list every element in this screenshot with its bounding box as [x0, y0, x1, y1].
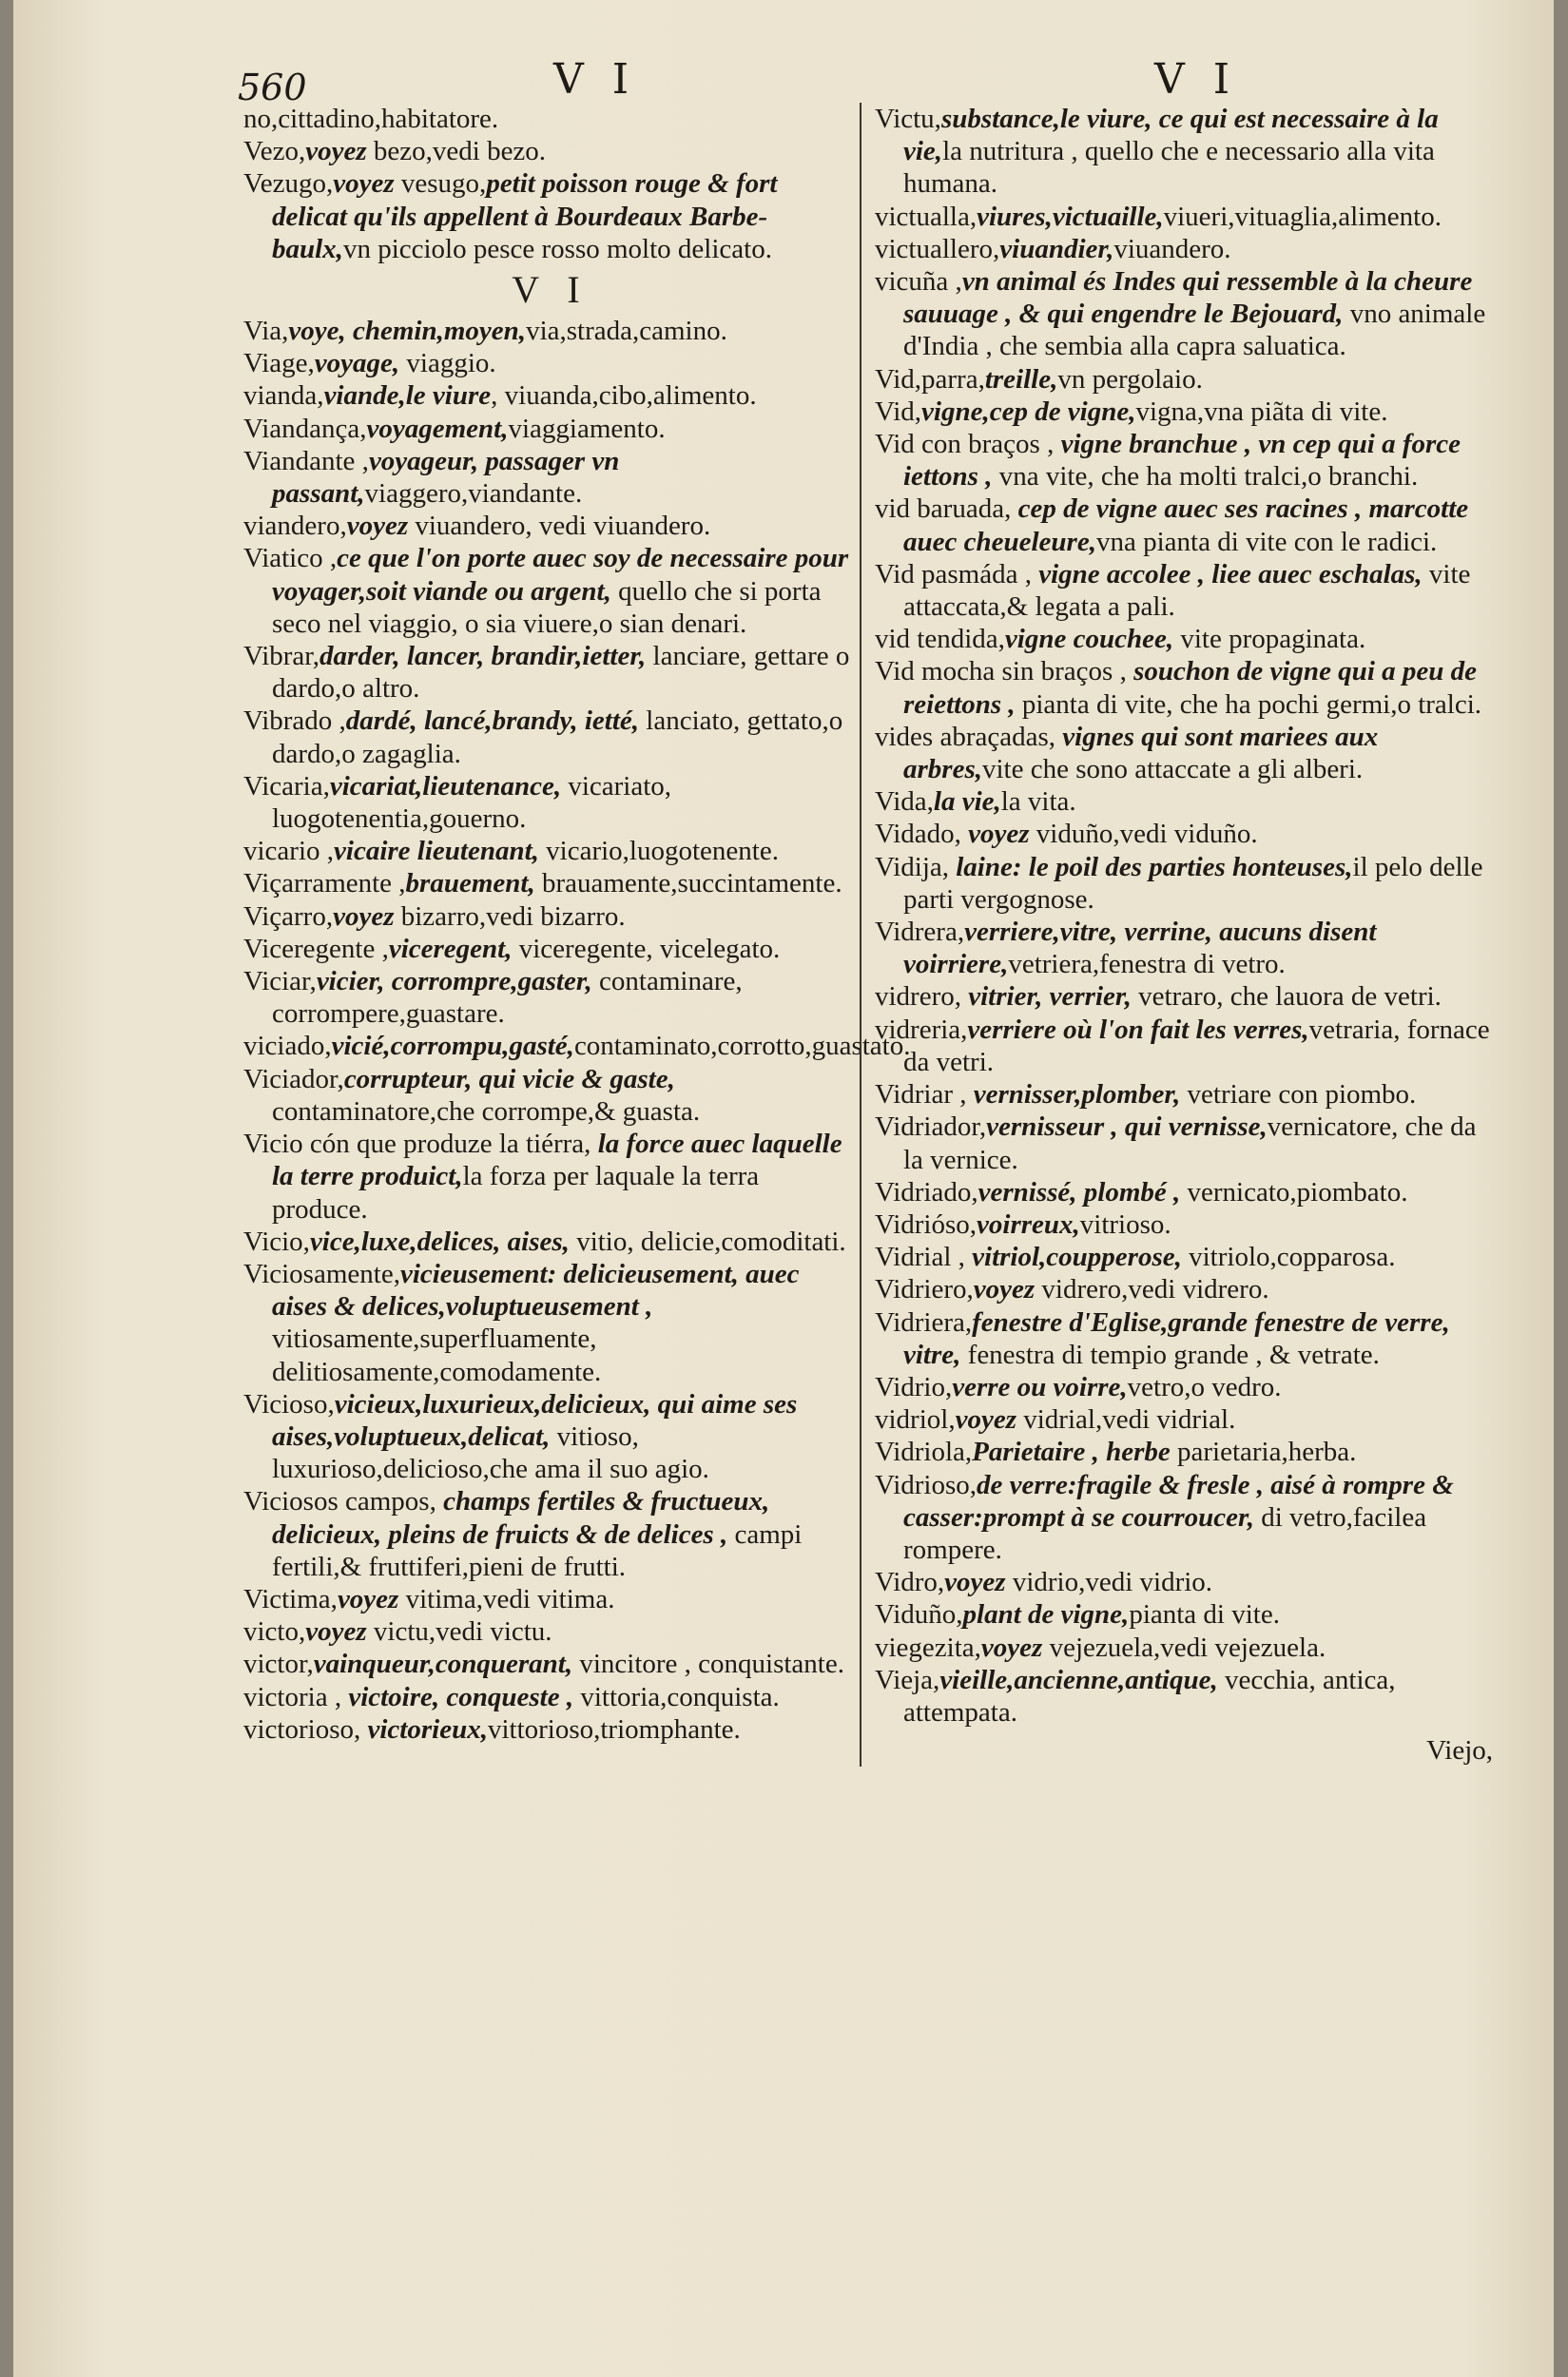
dictionary-entry: [875, 1306, 1502, 1371]
dictionary-entry: [875, 1111, 1502, 1175]
headword: vid tendida,: [875, 624, 1005, 655]
french-gloss: vicié,corrompu,gasté,: [331, 1031, 574, 1062]
italian-gloss: vernicato,piombato.: [1180, 1176, 1408, 1208]
french-gloss: vice,luxe,delices, aises,: [309, 1226, 570, 1257]
dictionary-entry: [875, 1403, 1502, 1436]
headword: Viage,: [243, 348, 315, 379]
french-gloss: vicier, corrompre,gaster,: [316, 966, 592, 997]
italian-gloss: vicariato, luogotenentia,gouerno.: [272, 770, 672, 835]
french-gloss: vigne accolee , liee auec eschalas,: [1031, 558, 1423, 589]
dictionary-entry: [875, 1469, 1502, 1567]
headword: Vidriado,: [875, 1176, 978, 1208]
headword: Vidrial ,: [875, 1242, 965, 1273]
italian-gloss: vitio, delicie,comoditati.: [569, 1226, 846, 1257]
italian-gloss: viduño,vedi viduño.: [1029, 819, 1258, 850]
headword: Vicio,: [243, 1226, 310, 1257]
headword: victor,: [243, 1649, 314, 1680]
headword: Vid con braços ,: [875, 429, 1055, 460]
french-gloss: verre ou voirre,: [952, 1371, 1128, 1402]
italian-gloss: vitioso, luxurioso,delicioso,che ama il suo agio.: [272, 1420, 709, 1485]
french-gloss: victorieux,: [360, 1713, 488, 1745]
headword: Viceregente ,: [243, 933, 389, 964]
french-gloss: darder, lancer, brandir,ietter,: [319, 641, 647, 672]
italian-gloss: vite attaccata,& legata a pali.: [903, 558, 1471, 623]
italian-gloss: la nutritura , quello che e necessario alla vita humana.: [903, 136, 1435, 200]
headword: viegezita,: [875, 1632, 981, 1663]
italian-gloss: vidrero,vedi vidrero.: [1035, 1274, 1269, 1305]
italian-gloss: viaggero,viandante.: [364, 478, 583, 510]
headword: vianda,: [243, 380, 324, 412]
headword: Vidija,: [875, 851, 949, 882]
french-gloss: victoire, conqueste ,: [341, 1681, 574, 1712]
headword: viandero,: [243, 511, 347, 542]
headword: vid baruada,: [875, 493, 1012, 525]
french-gloss: laine: le poil des parties honteuses,: [949, 851, 1353, 882]
running-head-right: V I: [1154, 55, 1238, 104]
dictionary-entry: [875, 363, 1502, 396]
dictionary-entry: [243, 135, 858, 167]
section-heading: V I: [512, 268, 590, 312]
french-gloss: voyez: [960, 819, 1030, 850]
french-gloss: vicieusement: delicieusement, auec aises & delices,voluptueusement ,: [272, 1258, 800, 1323]
headword: Vida,: [875, 786, 934, 818]
headword: vides abraçadas,: [875, 721, 1056, 752]
french-gloss: vainqueur,conquerant,: [313, 1649, 573, 1680]
headword: Vidriar ,: [875, 1079, 967, 1111]
dictionary-entry: [243, 379, 858, 412]
headword: Vezo,: [243, 136, 306, 167]
french-gloss: voyez: [973, 1274, 1036, 1305]
french-gloss: voyez: [955, 1404, 1016, 1436]
dictionary-entry: [875, 916, 1502, 980]
catchword: Viejo,: [1426, 1735, 1493, 1767]
headword: victo,: [243, 1616, 306, 1648]
dictionary-entry: [875, 428, 1502, 493]
french-gloss: fenestre d'Eglise,grande fenestre de verre, vitre,: [903, 1306, 1450, 1370]
french-gloss: vernisseur , qui vernisse,: [986, 1111, 1268, 1143]
french-gloss: voyez: [333, 168, 395, 200]
dictionary-entry: [875, 558, 1502, 623]
dictionary-entry: [243, 770, 858, 835]
french-gloss: vitriol,coupperose,: [964, 1242, 1182, 1273]
italian-gloss: vittorioso,triomphante.: [487, 1713, 741, 1745]
dictionary-entry: [875, 851, 1502, 916]
french-gloss: vicariat,lieutenance,: [329, 770, 562, 802]
italian-gloss: vetriare con piombo.: [1180, 1079, 1417, 1111]
italian-gloss: vigna,vna piãta di vite.: [1135, 396, 1388, 427]
italian-gloss: viaggiamento.: [508, 413, 666, 444]
french-gloss: voyez: [980, 1632, 1043, 1663]
headword: Viciosamente,: [243, 1258, 400, 1289]
headword: Viciar,: [243, 966, 317, 997]
french-gloss: voyez: [944, 1567, 1006, 1598]
french-gloss: substance,le viure, ce qui est necessaire à la vie,: [903, 104, 1439, 167]
italian-gloss: la forza per laquale la terra produce.: [272, 1161, 760, 1225]
dictionary-entry: [875, 623, 1502, 655]
italian-gloss: contaminato,corrotto,guastato.: [573, 1031, 911, 1062]
running-head-left: V I: [553, 55, 637, 104]
italian-gloss: vincitore , conquistante.: [572, 1649, 844, 1680]
dictionary-entry: [243, 1713, 858, 1746]
french-gloss: vicieux,luxurieux,delicieux, qui aime ses aises,voluptueux,delicat,: [272, 1388, 798, 1452]
italian-gloss: contaminatore,che corrompe,& guasta.: [272, 1095, 701, 1127]
dictionary-entry: [243, 1258, 858, 1388]
french-gloss: petit poisson rouge & fort delicat qu'ils appellent à Bourdeaux Barbe-baulx,: [272, 168, 778, 264]
italian-gloss: vite propaginata.: [1173, 624, 1366, 655]
french-gloss: vernisser,plomber,: [966, 1079, 1181, 1111]
french-gloss: voyez: [305, 1616, 367, 1648]
headword: Viçarramente ,: [243, 868, 406, 899]
headword: Vibrado ,: [243, 705, 346, 737]
headword: vidrero,: [875, 981, 961, 1013]
italian-gloss: quello che si porta seco nel viaggio, o sia viuere,o sian denari.: [272, 575, 822, 639]
italian-gloss: vicario,luogotenente.: [538, 836, 779, 867]
french-gloss: vn animal és Indes qui ressemble à la cheure sauuage , & qui engendre le Bejouard,: [903, 266, 1473, 330]
dictionary-entry: [243, 510, 858, 542]
french-gloss: viuandier,: [999, 233, 1114, 264]
headword: Vidrioso,: [875, 1469, 978, 1500]
french-gloss: vignes qui sont mariees aux arbres,: [903, 721, 1379, 785]
italian-gloss: viaggio.: [399, 348, 496, 379]
italian-gloss: vna pianta di vite con le radici.: [1095, 526, 1438, 557]
dictionary-entry: [875, 1371, 1502, 1403]
french-gloss: voyez: [333, 900, 395, 932]
dictionary-entry: [243, 705, 858, 769]
headword: Vid,parra,: [875, 363, 985, 395]
italian-gloss: vejezuela,vedi vejezuela.: [1042, 1632, 1326, 1663]
dictionary-entry: [243, 1063, 858, 1128]
french-gloss: voyez: [346, 511, 409, 542]
headword: Viandança,: [243, 413, 367, 444]
french-gloss: vigne couchee,: [1004, 624, 1174, 655]
dictionary-entry: [243, 900, 858, 933]
italian-gloss: vna vite, che ha molti tralci,o branchi.: [992, 461, 1419, 493]
dictionary-entry: [875, 980, 1502, 1013]
dictionary-entry: [875, 103, 1502, 201]
dictionary-entry: [243, 1128, 858, 1226]
dictionary-entry: [243, 1681, 858, 1713]
headword: Vid,: [875, 396, 922, 427]
continuation-line: no,cittadino,habitatore.: [243, 104, 499, 134]
italian-gloss: brauamente,succintamente.: [534, 868, 842, 899]
headword: Viciador,: [243, 1063, 344, 1094]
dictionary-entry: [875, 1176, 1502, 1208]
dictionary-entry: [243, 640, 858, 705]
italian-gloss: , viuanda,cibo,alimento.: [491, 380, 757, 412]
headword: Vid mocha sin braços ,: [875, 656, 1127, 687]
headword: Vibrar,: [243, 641, 320, 672]
french-gloss: voyage,: [314, 348, 400, 379]
italian-gloss: vite che sono attaccate a gli alberi.: [981, 754, 1364, 785]
headword: vidreria,: [875, 1014, 968, 1045]
italian-gloss: il pelo delle parti vergognose.: [903, 851, 1483, 915]
italian-gloss: vernicatore, che da la vernice.: [903, 1111, 1477, 1175]
dictionary-entry: [875, 1598, 1502, 1631]
italian-gloss: vitiosamente,superfluamente, delitiosamente,comodamente.: [272, 1324, 602, 1387]
headword: Vid pasmáda ,: [875, 558, 1032, 589]
french-gloss: voye, chemin,moyen,: [288, 316, 527, 347]
entry-group-right: [875, 103, 1502, 1729]
italian-gloss: vitima,vedi vitima.: [398, 1583, 615, 1614]
italian-gloss: vetriera,fenestra di vetro.: [1008, 949, 1286, 980]
dictionary-entry: [875, 818, 1502, 850]
headword: Vicio cón que produze la tiérra,: [243, 1129, 591, 1160]
italian-gloss: contaminare, corrompere,guastare.: [272, 966, 743, 1030]
headword: viciado,: [243, 1031, 332, 1062]
french-gloss: cep de vigne auec ses racines , marcotte auec cheueleure,: [903, 493, 1469, 557]
headword: vicario ,: [243, 836, 335, 867]
headword: victoria ,: [243, 1681, 342, 1712]
italian-gloss: viuandero, vedi viuandero.: [408, 511, 711, 542]
headword: Viciosos campos,: [243, 1486, 436, 1517]
french-gloss: vigne,cep de vigne,: [921, 396, 1136, 427]
dictionary-entry: [875, 1078, 1502, 1111]
headword: Viçarro,: [243, 900, 334, 932]
dictionary-entry: [875, 1208, 1502, 1241]
french-gloss: brauement,: [405, 868, 535, 899]
headword: vicuña ,: [875, 266, 962, 298]
french-gloss: verriere,vitre, verrine, aucuns disent voirriere,: [903, 917, 1377, 980]
dictionary-entry: [243, 965, 858, 1030]
french-gloss: treille,: [984, 363, 1058, 395]
dictionary-entry: [243, 315, 858, 347]
headword: Vidriador,: [875, 1111, 987, 1143]
headword: Vidriola,: [875, 1437, 973, 1468]
italian-gloss: vetraro, che lauora de vetri.: [1131, 981, 1442, 1013]
italian-gloss: vitriolo,copparosa.: [1181, 1242, 1396, 1273]
dictionary-entry: [243, 167, 858, 265]
headword: Viandante ,: [243, 445, 369, 476]
italian-gloss: vecchia, antica, attempata.: [903, 1664, 1396, 1728]
italian-gloss: pianta di vite.: [1129, 1599, 1280, 1631]
italian-gloss: vn pergolaio.: [1057, 363, 1203, 395]
headword: Vicaria,: [243, 770, 330, 802]
dictionary-entry: [243, 835, 858, 867]
french-gloss: de verre:fragile & fresle , aisé à rompre & casser:prompt à se courroucer,: [903, 1469, 1454, 1533]
french-gloss: viande,le viure: [323, 380, 492, 412]
italian-gloss: fenestra di tempio grande , & vetrate.: [960, 1339, 1380, 1370]
italian-gloss: vidrial,vedi vidrial.: [1016, 1404, 1236, 1436]
italian-gloss: vetraria, fornace da vetri.: [903, 1014, 1490, 1077]
french-gloss: verriere où l'on fait les verres,: [967, 1014, 1309, 1045]
italian-gloss: victu,vedi victu.: [366, 1616, 552, 1648]
dictionary-entry: [243, 413, 858, 445]
italian-gloss: bezo,vedi bezo.: [366, 136, 547, 167]
french-gloss: ce que l'on porte auec soy de necessaire pour voyager,soit viande ou argent,: [272, 543, 849, 607]
italian-gloss: via,strada,camino.: [526, 316, 727, 347]
french-gloss: vieille,ancienne,antique,: [939, 1664, 1218, 1695]
dictionary-entry: [243, 1388, 858, 1486]
italian-gloss: vno animale d'India , che sembia alla capra saluatica.: [903, 299, 1486, 362]
italian-gloss: pianta di vite, che ha pochi germi,o tralci.: [1015, 688, 1482, 720]
italian-gloss: di vetro,facilea rompere.: [903, 1501, 1427, 1565]
italian-gloss: viueri,vituaglia,alimento.: [1163, 201, 1442, 232]
headword: Victu,: [875, 104, 941, 134]
page-number: 560: [238, 67, 307, 108]
dictionary-entry: [875, 785, 1502, 818]
french-gloss: champs fertiles & fructueux, delicieux, pleins de fruicts & de delices ,: [272, 1486, 770, 1550]
headword: victuallero,: [875, 233, 1000, 264]
headword: Vicioso,: [243, 1388, 335, 1420]
headword: vidriol,: [875, 1404, 956, 1436]
headword: Vieja,: [875, 1664, 940, 1695]
dictionary-entry: [243, 933, 858, 965]
italian-gloss: vetro,o vedro.: [1127, 1371, 1282, 1402]
french-gloss: Parietaire , herbe: [972, 1437, 1171, 1468]
right-column: [860, 103, 1502, 1767]
dictionary-entry: [875, 493, 1502, 557]
italian-gloss: campi fertili,& fruttiferi,pieni de frutti.: [272, 1518, 803, 1582]
french-gloss: souchon de vigne qui a peu de reiettons ,: [903, 656, 1477, 720]
italian-gloss: bizarro,vedi bizarro.: [394, 900, 626, 932]
italian-gloss: parietaria,herba.: [1170, 1437, 1357, 1468]
italian-gloss: viuandero.: [1113, 233, 1231, 264]
dictionary-entry: [243, 1648, 858, 1680]
headword: Via,: [243, 316, 289, 347]
headword: Vidriero,: [875, 1274, 974, 1305]
french-gloss: vernissé, plombé ,: [978, 1176, 1181, 1208]
dictionary-entry: [875, 396, 1502, 428]
dictionary-entry: [875, 1566, 1502, 1598]
dictionary-entry: [875, 1632, 1502, 1664]
dictionary-entry: [243, 867, 858, 899]
headword: victualla,: [875, 201, 978, 232]
french-gloss: vitrier, verrier,: [961, 981, 1132, 1013]
dictionary-entry: [875, 1436, 1502, 1468]
french-gloss: vigne branchue , vn cep qui a force iettons ,: [903, 429, 1462, 493]
french-gloss: dardé, lancé,brandy, ietté,: [345, 705, 640, 737]
french-gloss: voirreux,: [977, 1208, 1080, 1240]
headword: Vidro,: [875, 1567, 945, 1598]
headword: Viduño,: [875, 1599, 963, 1631]
dictionary-entry: [875, 1664, 1502, 1729]
dictionary-entry: [243, 1583, 858, 1615]
french-gloss: voyez: [305, 136, 367, 167]
dictionary-entry: [875, 265, 1502, 363]
dictionary-entry: [875, 721, 1502, 785]
dictionary-entry: [875, 1241, 1502, 1273]
italian-gloss: lanciato, gettato,o dardo,o zagaglia.: [272, 705, 843, 769]
headword: Vidrera,: [875, 917, 965, 948]
italian-gloss: vidrio,vedi vidrio.: [1005, 1567, 1213, 1598]
italian-gloss: vitrioso.: [1079, 1208, 1171, 1240]
dictionary-entry: [875, 233, 1502, 265]
dictionary-entry: [243, 1615, 858, 1648]
dictionary-entry: [875, 1273, 1502, 1305]
italian-gloss: la vita.: [1000, 786, 1076, 818]
french-gloss: voyez: [337, 1583, 399, 1614]
headword: Vezugo,: [243, 168, 334, 200]
dictionary-entry: [875, 655, 1502, 720]
headword: Vidrióso,: [875, 1208, 978, 1240]
french-gloss: viceregent,: [388, 933, 513, 964]
italian-gloss: vn picciolo pesce rosso molto delicato.: [342, 233, 772, 264]
headword: Vidado,: [875, 819, 961, 850]
french-gloss: voyagement,: [366, 413, 509, 444]
french-gloss: la vie,: [933, 786, 1001, 818]
dictionary-entry: [875, 201, 1502, 233]
italian-gloss: viceregente, vicelegato.: [512, 933, 781, 964]
headword: victorioso,: [243, 1713, 361, 1745]
french-gloss: voyageur, passager vn passant,: [272, 445, 620, 510]
dictionary-entry: [243, 445, 858, 510]
dictionary-entry: [243, 1030, 911, 1062]
french-gloss: viures,victuaille,: [977, 201, 1164, 232]
italian-gloss: vittoria,conquista.: [573, 1681, 780, 1712]
french-gloss: corrupteur, qui vicie & gaste,: [343, 1063, 675, 1094]
italian-gloss: vesugo,: [394, 168, 487, 200]
dictionary-page: [13, 0, 1554, 2377]
headword: Viatico ,: [243, 543, 338, 574]
dictionary-entry: [875, 1014, 1502, 1078]
french-gloss: vicaire lieutenant,: [334, 836, 539, 867]
french-gloss: plant de vigne,: [962, 1599, 1130, 1631]
headword: Victima,: [243, 1583, 338, 1614]
dictionary-entry: [243, 542, 858, 640]
french-gloss: la force auec laquelle la terre produict,: [272, 1129, 842, 1192]
dictionary-entry: [243, 347, 858, 379]
headword: Vidrio,: [875, 1371, 953, 1402]
dictionary-entry: [243, 1226, 858, 1258]
dictionary-entry: [243, 1485, 858, 1583]
headword: Vidriera,: [875, 1306, 973, 1338]
entry-group-a: [243, 135, 858, 265]
italian-gloss: lanciare, gettare o dardo,o altro.: [272, 641, 850, 705]
